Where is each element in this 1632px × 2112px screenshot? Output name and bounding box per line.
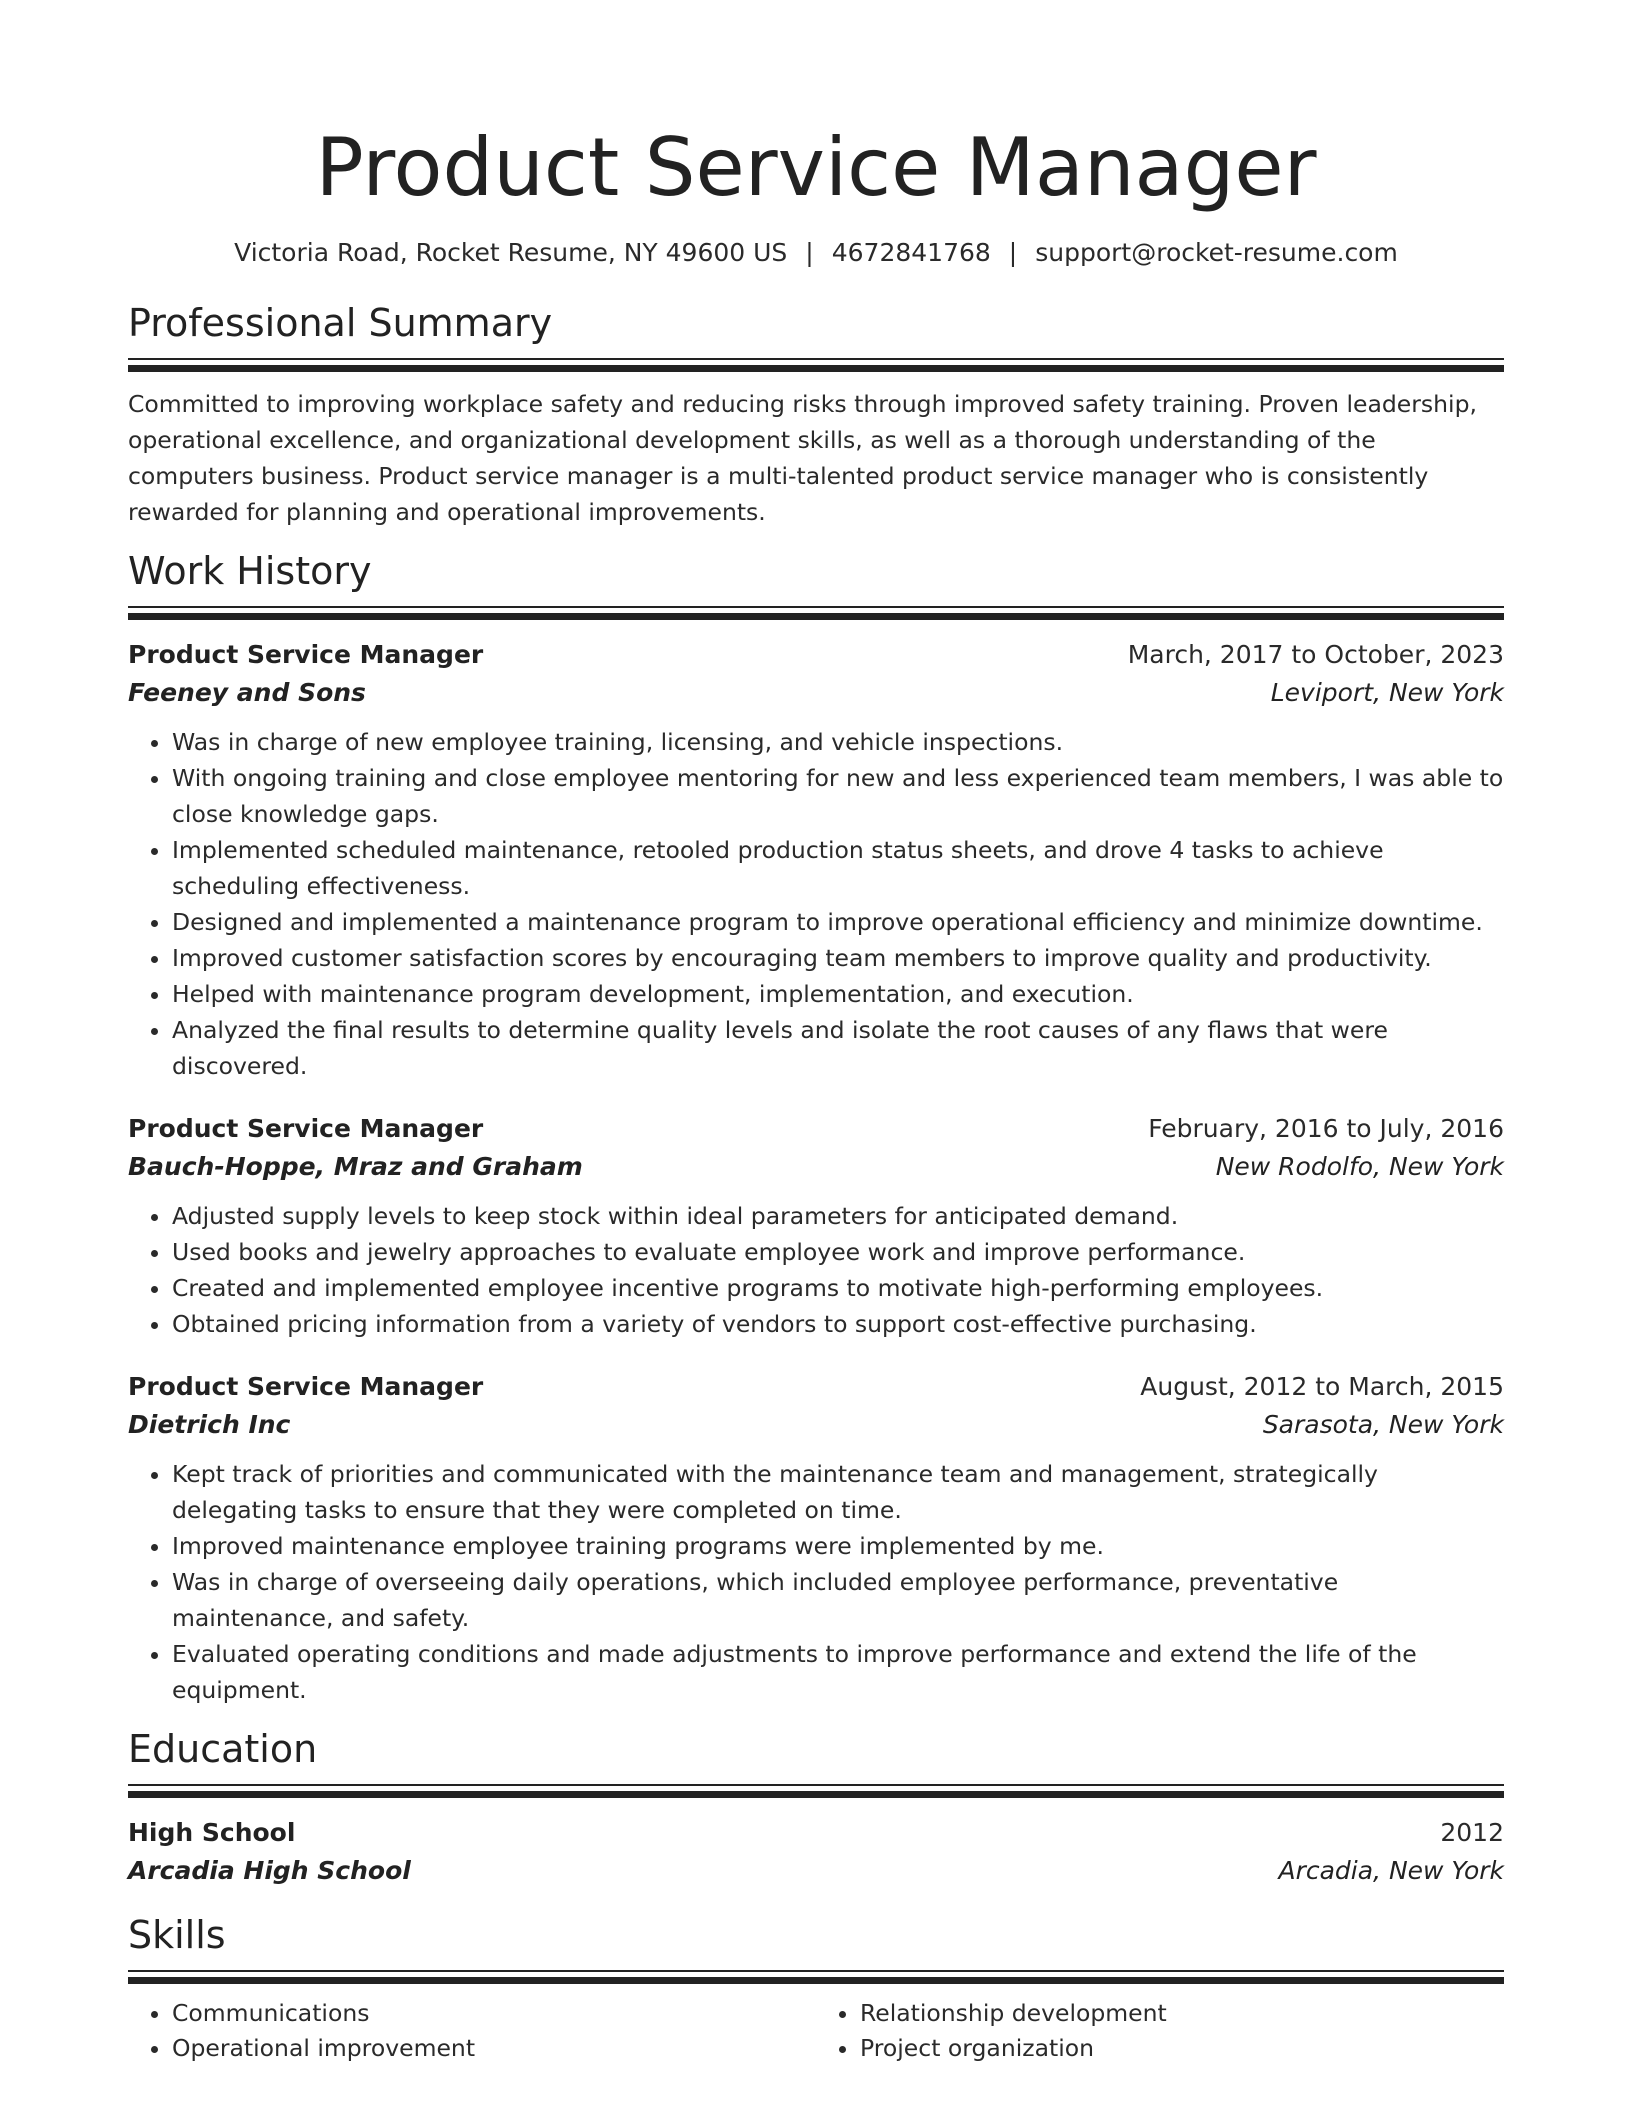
section-divider <box>128 358 1504 372</box>
section-divider <box>128 606 1504 620</box>
education-school: Arcadia High School <box>128 1856 411 1885</box>
list-item: • Implemented scheduled maintenance, retooled production status sheets, and drove 4 tasks to achieve scheduling effectiveness. <box>172 832 1504 904</box>
skills-column-right <box>816 1996 1504 2066</box>
list-item: • Created and implemented employee incentive programs to motivate high-performing employees. <box>172 1270 1504 1306</box>
contact-email: support@rocket-resume.com <box>1035 238 1398 267</box>
skills-section <box>128 1912 1504 2066</box>
section-divider <box>128 1784 1504 1798</box>
list-item: • Helped with maintenance program development, implementation, and execution. <box>172 976 1504 1012</box>
contact-phone: 4672841768 <box>831 238 991 267</box>
summary-section <box>128 300 1504 530</box>
list-item: • Was in charge of overseeing daily operations, which included employee performance, preventative maintenance, and safety. <box>172 1564 1504 1636</box>
list-item: • Kept track of priorities and communicated with the maintenance team and management, strategically delegating tasks to ensure that they were completed on time. <box>172 1456 1504 1528</box>
job-bullets <box>128 1456 1504 1708</box>
section-title-work-history: Work History <box>128 549 372 593</box>
list-item: • Evaluated operating conditions and made adjustments to improve performance and extend the life of the equipment. <box>172 1636 1504 1708</box>
list-item: • Adjusted supply levels to keep stock within ideal parameters for anticipated demand. <box>172 1198 1504 1234</box>
job-location: Sarasota, New York <box>1262 1410 1504 1439</box>
summary-text: Committed to improving workplace safety and reducing risks through improved safety training. Proven leadership, operational excellence, and organizational development skills, as well as a thorough understanding of the computers business. Product service manager is a multi-talented product service manager who is consistently rewarded for planning and operational improvements. <box>128 390 1477 526</box>
list-item: • Analyzed the final results to determine quality levels and isolate the root causes of any flaws that were discovered. <box>172 1012 1504 1084</box>
job-location: Leviport, New York <box>1270 678 1504 707</box>
section-title-education: Education <box>128 1727 318 1771</box>
job-dates: March, 2017 to October, 2023 <box>1127 640 1504 669</box>
work-history-section <box>128 548 1504 1708</box>
education-section <box>128 1726 1504 1890</box>
contact-line <box>128 236 1504 270</box>
job-dates: February, 2016 to July, 2016 <box>1148 1114 1504 1143</box>
job-bullets <box>128 1198 1504 1342</box>
contact-separator: | <box>805 238 814 267</box>
education-degree: High School <box>128 1818 296 1847</box>
list-item: • Improved customer satisfaction scores by encouraging team members to improve quality and productivity. <box>172 940 1504 976</box>
job-title: Product Service Manager <box>128 1372 484 1401</box>
job-bullets <box>128 724 1504 1084</box>
skill-item: • Project organization <box>860 2031 1504 2066</box>
job-location: New Rodolfo, New York <box>1215 1152 1504 1181</box>
section-title-summary: Professional Summary <box>128 301 553 345</box>
list-item: • Improved maintenance employee training programs were implemented by me. <box>172 1528 1504 1564</box>
job-entry <box>128 636 1504 1084</box>
skills-column-left <box>128 1996 816 2066</box>
education-year: 2012 <box>1440 1818 1504 1847</box>
skill-item: • Relationship development <box>860 1996 1504 2031</box>
skills-grid <box>128 1996 1504 2066</box>
job-entry <box>128 1368 1504 1708</box>
section-divider <box>128 1970 1504 1984</box>
list-item: • Used books and jewelry approaches to evaluate employee work and improve performance. <box>172 1234 1504 1270</box>
job-title: Product Service Manager <box>128 640 484 669</box>
education-location: Arcadia, New York <box>1278 1856 1504 1885</box>
job-dates: August, 2012 to March, 2015 <box>1140 1372 1504 1401</box>
list-item: • Was in charge of new employee training, licensing, and vehicle inspections. <box>172 724 1504 760</box>
job-company: Dietrich Inc <box>128 1410 291 1439</box>
list-item: • With ongoing training and close employee mentoring for new and less experienced team members, I was able to close knowledge gaps. <box>172 760 1504 832</box>
list-item: • Obtained pricing information from a variety of vendors to support cost-effective purchasing. <box>172 1306 1504 1342</box>
skill-item: • Communications <box>172 1996 816 2031</box>
contact-address: Victoria Road, Rocket Resume, NY 49600 US <box>234 238 788 267</box>
job-company: Feeney and Sons <box>128 678 366 707</box>
job-title: Product Service Manager <box>128 1114 484 1143</box>
list-item: • Designed and implemented a maintenance program to improve operational efficiency and minimize downtime. <box>172 904 1504 940</box>
contact-separator: | <box>1008 238 1018 267</box>
section-title-skills: Skills <box>128 1913 226 1957</box>
job-entry <box>128 1110 1504 1342</box>
resume-page <box>128 0 1504 2066</box>
skill-item: • Operational improvement <box>172 2031 816 2066</box>
job-company: Bauch-Hoppe, Mraz and Graham <box>128 1152 583 1181</box>
resume-name: Product Service Manager <box>315 121 1317 214</box>
